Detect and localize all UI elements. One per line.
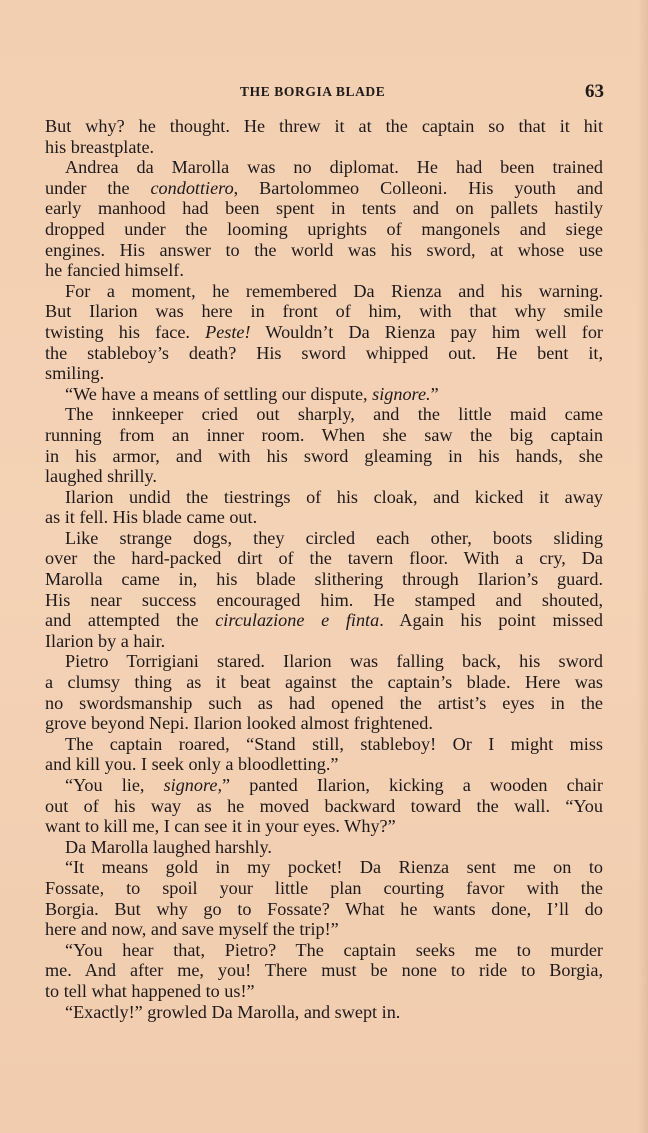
text-line: “You lie, signore,” panted Ilarion, kicking a wooden chair (65, 775, 603, 795)
text-line: But why? he thought. He threw it at the captain so that it hit (45, 116, 603, 136)
text-line: want to kill me, I can see it in your eyes. Why?” (45, 816, 396, 837)
page-edge-shading (638, 0, 648, 1133)
text-line: Fossate, to spoil your little plan courting favor with the (45, 877, 603, 898)
text-line: His near success encouraged him. He stamped and shouted, (45, 589, 603, 610)
text-line: over the hard-packed dirt of the tavern floor. With a cry, Da (45, 548, 603, 569)
body-text (45, 116, 603, 1022)
text-line: engines. His answer to the world was his sword, at whose use (45, 239, 603, 260)
text-line: and attempted the circulazione e finta. Again his point missed (45, 610, 604, 631)
text-line: laughed shrilly. (45, 466, 157, 487)
page-number: 63 (585, 81, 604, 102)
text-line: “Exactly!” growled Da Marolla, and swept in. (65, 1001, 401, 1022)
text-line: “We have a means of settling our dispute, signore.” (65, 383, 439, 404)
text-line: dropped under the looming uprights of mangonels and siege (45, 218, 603, 239)
running-head: THE BORGIA BLADE (240, 84, 386, 99)
text-line: grove beyond Nepi. Ilarion looked almost frightened. (45, 713, 433, 734)
text-line: Like strange dogs, they circled each other, boots sliding (65, 527, 603, 548)
text-line: and kill you. I seek only a bloodletting.” (45, 754, 339, 775)
text-line: running from an inner room. When she saw the big captain (45, 424, 603, 445)
text-line: “You hear that, Pietro? The captain seeks me to murder (65, 939, 603, 960)
text-line: his breastplate. (45, 136, 155, 157)
text-line: “It means gold in my pocket! Da Rienza sent me on to (65, 857, 603, 878)
text-line: Da Marolla laughed harshly. (65, 836, 272, 857)
text-line: no swordsmanship such as had opened the artist’s eyes in the (45, 692, 603, 713)
text-line: as it fell. His blade came out. (45, 507, 258, 528)
text-line: the stableboy’s death? His sword whipped out. He bent it, (45, 342, 603, 363)
text-line: twisting his face. Peste! Wouldn’t Da Rienza pay him well for (45, 321, 603, 342)
text-line: Marolla came in, his blade slithering through Ilarion’s guard. (45, 569, 603, 590)
text-line: For a moment, he remembered Da Rienza and his warning. (65, 280, 603, 301)
text-line: The innkeeper cried out sharply, and the little maid came (65, 404, 603, 425)
text-line: in his armor, and with his sword gleaming in his hands, she (45, 445, 603, 466)
text-line: early manhood had been spent in tents and on pallets hastily (45, 198, 603, 219)
text-line: Pietro Torrigiani stared. Ilarion was falling back, his sword (65, 651, 603, 672)
text-line: The captain roared, “Stand still, stableboy! Or I might miss (65, 733, 603, 754)
page-header (0, 81, 648, 108)
text-line: here and now, and save myself the trip!” (45, 919, 339, 940)
text-line: he fancied himself. (45, 260, 184, 281)
text-line: Borgia. But why go to Fossate? What he wants done, I’ll do (45, 898, 603, 919)
text-line: Ilarion by a hair. (45, 630, 166, 651)
text-line: to tell what happened to us!” (45, 980, 255, 1001)
text-line: But Ilarion was here in front of him, with that why smile (45, 301, 603, 322)
text-line: me. And after me, you! There must be none to ride to Borgia, (45, 960, 603, 981)
text-line: Ilarion undid the tiestrings of his cloak, and kicked it away (65, 486, 603, 507)
text-line: out of his way as he moved backward toward the wall. “You (45, 795, 603, 816)
text-line: under the condottiero, Bartolommeo Colleoni. His youth and (45, 177, 603, 198)
text-line: Andrea da Marolla was no diplomat. He had been trained (65, 157, 603, 178)
text-line: smiling. (45, 363, 105, 384)
text-line: a clumsy thing as it beat against the captain’s blade. Here was (45, 672, 603, 693)
